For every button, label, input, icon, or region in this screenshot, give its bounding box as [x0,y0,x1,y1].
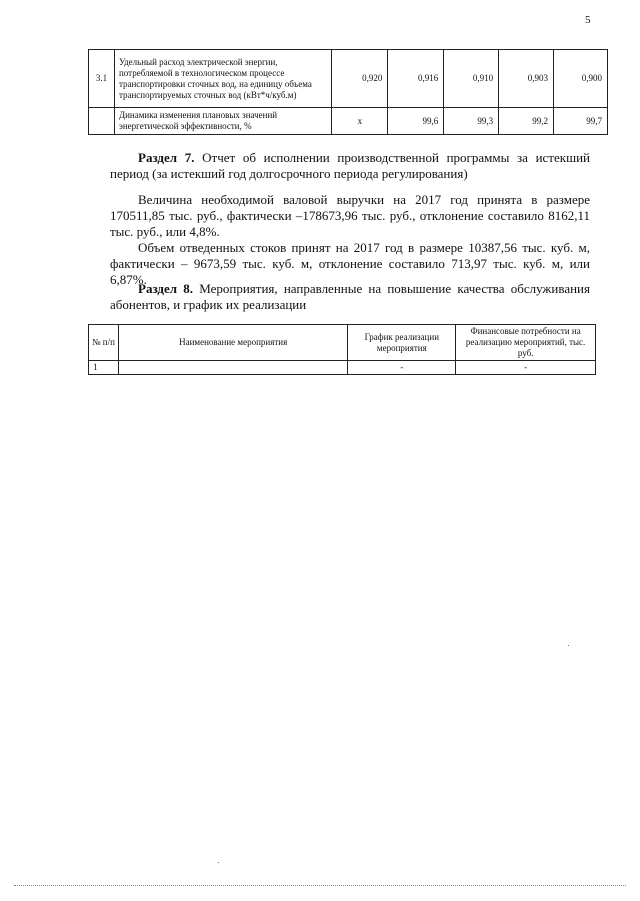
table-row [89,108,608,135]
table-cell: х [332,108,388,135]
scan-edge-line [14,885,626,886]
table-row [89,50,608,108]
section-8-label: Раздел 8. [138,281,194,296]
section-8-title: Мероприятия, направленные на повышение качества обслуживания абонентов, и график их реализации [110,281,590,312]
table-row [89,361,596,375]
table-header-row [89,325,596,361]
measures-table [88,324,596,375]
table-cell: 0,900 [554,50,608,108]
table-cell: 99,3 [444,108,499,135]
scan-speck [568,645,569,646]
section-7-title: Отчет об исполнении производственной программы за истекший период (за истекший год долгосрочного периода регулирования) [110,150,590,181]
finance-cell: - [456,361,596,375]
row-label: Удельный расход электрической энергии, потребляемой в технологическом процессе транспортировки сточных вод, на единицу объема транспортируемых сточных вод (кВт*ч/куб.м) [114,50,332,108]
page-number: 5 [585,14,591,26]
row-number: 3.1 [89,50,115,108]
table-cell: 99,2 [499,108,554,135]
header-schedule: График реализации мероприятия [348,325,456,361]
section-8-heading [110,281,590,313]
schedule-cell: - [348,361,456,375]
table-cell: 0,910 [444,50,499,108]
table-cell: 0,920 [332,50,388,108]
section-7-label: Раздел 7. [138,150,195,165]
section-7-heading [110,150,590,182]
table-cell: 0,903 [499,50,554,108]
row-number: 1 [89,361,119,375]
table-cell: 99,7 [554,108,608,135]
paragraph-wastewater-volume: Объем отведенных стоков принят на 2017 год в размере 10387,56 тыс. куб. м, фактически – 9673,59 тыс. куб. м, отклонение составило 713,97 тыс. куб. м, или 6,87%. [110,240,590,287]
header-number: № п/п [89,325,119,361]
scan-speck [218,862,219,863]
header-measure-name: Наименование мероприятия [118,325,347,361]
row-label: Динамика изменения плановых значений энергетической эффективности, % [114,108,332,135]
measure-name [118,361,347,375]
table-cell: 99,6 [388,108,444,135]
energy-efficiency-table [88,49,608,135]
table-cell: 0,916 [388,50,444,108]
paragraph-revenue: Величина необходимой валовой выручки на 2017 год принята в размере 170511,85 тыс. руб., фактически –178673,96 тыс. руб., отклонение составило 8162,11 тыс. руб., или 4,8%. [110,192,590,239]
header-finance: Финансовые потребности на реализацию мероприятий, тыс. руб. [456,325,596,361]
row-number [89,108,115,135]
